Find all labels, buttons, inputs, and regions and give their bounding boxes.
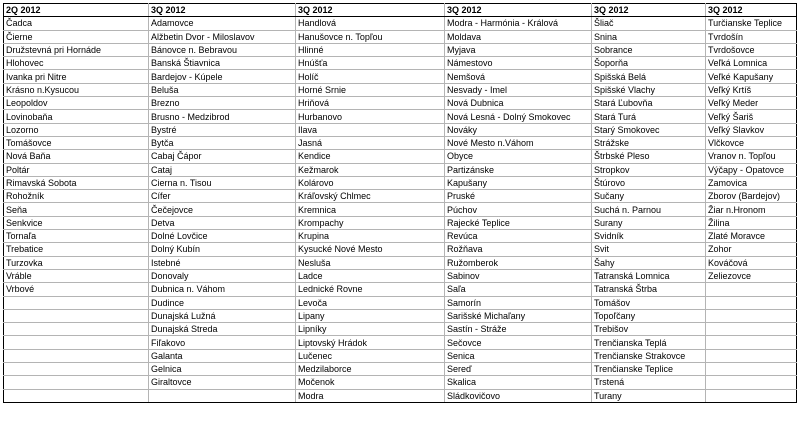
table-cell: Zeliezovce <box>706 269 797 282</box>
table-cell: Močenok <box>296 376 445 389</box>
table-cell: Tatranská Lomnica <box>592 269 706 282</box>
table-cell: Veľký Krtíš <box>706 83 797 96</box>
table-cell: Tomášov <box>592 296 706 309</box>
table-cell: Stará Turá <box>592 110 706 123</box>
table-cell: Stropkov <box>592 163 706 176</box>
table-cell: Tatranská Štrba <box>592 283 706 296</box>
table-cell: Nová Baňa <box>4 150 149 163</box>
table-cell: Svit <box>592 243 706 256</box>
table-cell: Medzilaborce <box>296 363 445 376</box>
table-row <box>4 363 797 376</box>
table-cell <box>4 323 149 336</box>
table-cell <box>706 336 797 349</box>
table-cell: Veľký Meder <box>706 97 797 110</box>
table-row <box>4 110 797 123</box>
table-cell: Tornaľa <box>4 230 149 243</box>
table-row <box>4 150 797 163</box>
table-cell: Rožňava <box>445 243 592 256</box>
table-row <box>4 97 797 110</box>
table-cell: Zlaté Moravce <box>706 230 797 243</box>
table-cell: Senkvice <box>4 216 149 229</box>
table-cell: Lipany <box>296 309 445 322</box>
table-cell: Šliač <box>592 17 706 30</box>
table-cell <box>4 309 149 322</box>
column-header: 3Q 2012 <box>706 4 797 17</box>
table-cell <box>4 376 149 389</box>
table-cell: Nováky <box>445 123 592 136</box>
table-cell: Starý Smokovec <box>592 123 706 136</box>
table-cell: Sereď <box>445 363 592 376</box>
table-row <box>4 243 797 256</box>
table-cell: Štrbské Pleso <box>592 150 706 163</box>
table-cell: Leopoldov <box>4 97 149 110</box>
table-cell: Poltár <box>4 163 149 176</box>
table-cell: Spišské Vlachy <box>592 83 706 96</box>
cities-table <box>3 3 797 403</box>
table-cell: Bytča <box>149 136 296 149</box>
table-cell: Krásno n.Kysucou <box>4 83 149 96</box>
table-cell: Giraltovce <box>149 376 296 389</box>
table-cell: Sučany <box>592 190 706 203</box>
column-header: 3Q 2012 <box>149 4 296 17</box>
table-cell: Dolné Lovčice <box>149 230 296 243</box>
table-cell: Šahy <box>592 256 706 269</box>
table-cell: Nová Dubnica <box>445 97 592 110</box>
table-cell: Turčianske Teplice <box>706 17 797 30</box>
table-cell: Brezno <box>149 97 296 110</box>
table-cell: Sastín - Stráže <box>445 323 592 336</box>
table-cell: Sobrance <box>592 43 706 56</box>
table-cell: Hnúšťa <box>296 57 445 70</box>
table-cell: Hurbanovo <box>296 110 445 123</box>
table-cell: Kysucké Nové Mesto <box>296 243 445 256</box>
table-cell: Dudince <box>149 296 296 309</box>
table-cell: Nesluša <box>296 256 445 269</box>
table-cell: Istebné <box>149 256 296 269</box>
table-cell <box>149 389 296 402</box>
table-cell <box>706 323 797 336</box>
table-cell: Suchá n. Parnou <box>592 203 706 216</box>
table-cell: Holíč <box>296 70 445 83</box>
table-cell: Púchov <box>445 203 592 216</box>
table-cell: Moldava <box>445 30 592 43</box>
table-cell: Kováčová <box>706 256 797 269</box>
table-cell <box>706 363 797 376</box>
table-cell: Obyce <box>445 150 592 163</box>
table-cell: Hriňová <box>296 97 445 110</box>
table-cell <box>706 376 797 389</box>
table-cell: Rohožník <box>4 190 149 203</box>
table-cell: Jasná <box>296 136 445 149</box>
table-cell: Rimavská Sobota <box>4 176 149 189</box>
table-row <box>4 349 797 362</box>
table-cell: Vráble <box>4 269 149 282</box>
table-cell: Detva <box>149 216 296 229</box>
table-cell: Ladce <box>296 269 445 282</box>
table-cell: Nesvady - Imel <box>445 83 592 96</box>
table-row <box>4 323 797 336</box>
table-cell: Lednické Rovne <box>296 283 445 296</box>
table-cell: Trstená <box>592 376 706 389</box>
table-cell: Myjava <box>445 43 592 56</box>
table-cell: Šoporňa <box>592 57 706 70</box>
table-cell: Bánovce n. Bebravou <box>149 43 296 56</box>
table-cell: Brusno - Medzibrod <box>149 110 296 123</box>
table-row <box>4 163 797 176</box>
table-row <box>4 203 797 216</box>
table-row <box>4 70 797 83</box>
table-row <box>4 389 797 402</box>
table-cell: Turany <box>592 389 706 402</box>
table-cell: Alžbetin Dvor - Miloslavov <box>149 30 296 43</box>
table-cell: Bystré <box>149 123 296 136</box>
table-cell: Kráľovský Chlmec <box>296 190 445 203</box>
table-cell <box>4 296 149 309</box>
table-cell: Pruské <box>445 190 592 203</box>
table-cell: Snina <box>592 30 706 43</box>
table-cell: Tvrdošín <box>706 30 797 43</box>
table-cell: Krupina <box>296 230 445 243</box>
table-cell: Nemšová <box>445 70 592 83</box>
table-cell <box>4 363 149 376</box>
table-cell: Trebatice <box>4 243 149 256</box>
table-row <box>4 309 797 322</box>
table-row <box>4 30 797 43</box>
table-cell <box>4 389 149 402</box>
table-cell: Horné Srnie <box>296 83 445 96</box>
table-row <box>4 190 797 203</box>
table-cell: Zamovica <box>706 176 797 189</box>
table-cell: Čierne <box>4 30 149 43</box>
table-cell: Fiľakovo <box>149 336 296 349</box>
table-cell: Hanušovce n. Topľou <box>296 30 445 43</box>
table-cell: Zborov (Bardejov) <box>706 190 797 203</box>
table-cell: Modra <box>296 389 445 402</box>
column-header: 3Q 2012 <box>296 4 445 17</box>
table-cell: Trenčianske Strakovce <box>592 349 706 362</box>
table-cell: Galanta <box>149 349 296 362</box>
table-cell: Ivanka pri Nitre <box>4 70 149 83</box>
table-cell: Ilava <box>296 123 445 136</box>
table-cell: Spišská Belá <box>592 70 706 83</box>
table-cell: Gelnica <box>149 363 296 376</box>
table-cell: Hlinné <box>296 43 445 56</box>
table-cell: Hlohovec <box>4 57 149 70</box>
table-cell: Turzovka <box>4 256 149 269</box>
table-row <box>4 283 797 296</box>
table-cell: Senica <box>445 349 592 362</box>
table-row <box>4 43 797 56</box>
table-cell: Adamovce <box>149 17 296 30</box>
table-cell: Kendice <box>296 150 445 163</box>
table-cell <box>4 336 149 349</box>
table-cell: Družstevná pri Hornáde <box>4 43 149 56</box>
table-cell: Skalica <box>445 376 592 389</box>
table-cell: Sarišské Michaľany <box>445 309 592 322</box>
table-cell: Revúca <box>445 230 592 243</box>
table-cell: Nové Mesto n.Váhom <box>445 136 592 149</box>
header-row <box>4 4 797 17</box>
table-cell: Lovinobaňa <box>4 110 149 123</box>
table-cell <box>4 349 149 362</box>
table-cell: Dunajská Streda <box>149 323 296 336</box>
table-cell: Kremnica <box>296 203 445 216</box>
table-cell: Štúrovo <box>592 176 706 189</box>
table-row <box>4 176 797 189</box>
table-row <box>4 57 797 70</box>
table-cell: Nová Lesná - Dolný Smokovec <box>445 110 592 123</box>
table-row <box>4 136 797 149</box>
table-cell: Cabaj Čápor <box>149 150 296 163</box>
table-cell: Cataj <box>149 163 296 176</box>
table-row <box>4 123 797 136</box>
table-cell: Ružomberok <box>445 256 592 269</box>
table-cell: Zohor <box>706 243 797 256</box>
table-cell: Donovaly <box>149 269 296 282</box>
table-cell: Topoľčany <box>592 309 706 322</box>
table-row <box>4 216 797 229</box>
table-cell: Lučenec <box>296 349 445 362</box>
table-cell <box>706 296 797 309</box>
table-cell: Čadca <box>4 17 149 30</box>
table-row <box>4 83 797 96</box>
table-cell: Sečovce <box>445 336 592 349</box>
table-cell <box>706 309 797 322</box>
table-cell: Veľká Lomnica <box>706 57 797 70</box>
table-cell: Lipníky <box>296 323 445 336</box>
table-cell: Svidník <box>592 230 706 243</box>
table-cell: Sabinov <box>445 269 592 282</box>
table-row <box>4 269 797 282</box>
table-cell: Rajecké Teplice <box>445 216 592 229</box>
table-cell: Banská Štiavnica <box>149 57 296 70</box>
table-cell: Lozorno <box>4 123 149 136</box>
table-cell: Vlčkovce <box>706 136 797 149</box>
table-cell: Handlová <box>296 17 445 30</box>
table-cell: Surany <box>592 216 706 229</box>
table-row <box>4 17 797 30</box>
table-cell: Krompachy <box>296 216 445 229</box>
table-cell: Dolný Kubín <box>149 243 296 256</box>
table-cell: Samorín <box>445 296 592 309</box>
table-row <box>4 296 797 309</box>
table-cell: Veľké Kapušany <box>706 70 797 83</box>
table-cell: Strážske <box>592 136 706 149</box>
table-cell: Tvrdošovce <box>706 43 797 56</box>
table-cell <box>706 389 797 402</box>
table-cell: Trebišov <box>592 323 706 336</box>
table-cell: Saľa <box>445 283 592 296</box>
table-cell: Tomášovce <box>4 136 149 149</box>
table-cell: Námestovo <box>445 57 592 70</box>
table-cell: Levoča <box>296 296 445 309</box>
table-cell: Výčapy - Opatovce <box>706 163 797 176</box>
table-cell: Kolárovo <box>296 176 445 189</box>
table-cell: Liptovský Hrádok <box>296 336 445 349</box>
table-cell: Sládkovičovo <box>445 389 592 402</box>
table-cell: Seňa <box>4 203 149 216</box>
table-cell: Dunajská Lužná <box>149 309 296 322</box>
table-cell: Kapušany <box>445 176 592 189</box>
table-row <box>4 376 797 389</box>
table-cell: Beluša <box>149 83 296 96</box>
column-header: 2Q 2012 <box>4 4 149 17</box>
table-cell: Partizánske <box>445 163 592 176</box>
table-cell: Čečejovce <box>149 203 296 216</box>
table-cell: Bardejov - Kúpele <box>149 70 296 83</box>
table-cell <box>706 283 797 296</box>
table-cell: Žilina <box>706 216 797 229</box>
table-cell: Cierna n. Tisou <box>149 176 296 189</box>
table-cell: Modra - Harmónia - Králová <box>445 17 592 30</box>
column-header: 3Q 2012 <box>592 4 706 17</box>
table-row <box>4 230 797 243</box>
table-cell: Vranov n. Topľou <box>706 150 797 163</box>
table-cell <box>706 349 797 362</box>
table-row <box>4 336 797 349</box>
table-cell: Cífer <box>149 190 296 203</box>
table-cell: Vrbové <box>4 283 149 296</box>
table-cell: Žiar n.Hronom <box>706 203 797 216</box>
table-cell: Trenčianske Teplice <box>592 363 706 376</box>
table-cell: Dubnica n. Váhom <box>149 283 296 296</box>
table-cell: Trenčianska Teplá <box>592 336 706 349</box>
table-cell: Veľký Šariš <box>706 110 797 123</box>
table-cell: Veľký Slavkov <box>706 123 797 136</box>
table-row <box>4 256 797 269</box>
column-header: 3Q 2012 <box>445 4 592 17</box>
table-cell: Kežmarok <box>296 163 445 176</box>
table-cell: Stará Ľubovňa <box>592 97 706 110</box>
